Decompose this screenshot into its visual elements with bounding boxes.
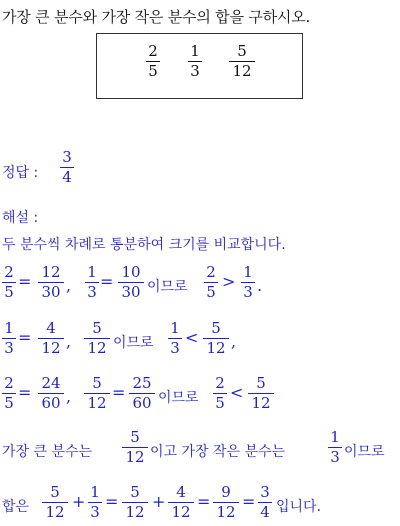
l5-frac-5-12: 5 12	[42, 485, 68, 520]
l4-text-2: 이고 가장 작은 분수는	[150, 444, 286, 460]
l3-frac-25-60: 25 60	[129, 376, 155, 411]
l5-text-1: 합은	[2, 499, 30, 515]
l1-frac-12-30: 12 30	[38, 265, 64, 300]
l5-plus-2: +	[152, 492, 166, 511]
l2-text: 이므로	[113, 335, 154, 351]
l2-frac-1-3: 1 3	[2, 321, 16, 356]
question-text: 가장 큰 분수와 가장 작은 분수의 합을 구하시오.	[2, 8, 311, 26]
l2-frac-5-12: 5 12	[84, 321, 110, 356]
l3-equals-2: =	[112, 383, 126, 402]
l3-frac-5-12-b: 5 12	[248, 376, 274, 411]
l3-frac-2-5: 2 5	[2, 376, 16, 411]
l5-equals-2: =	[197, 492, 211, 511]
explanation-intro: 두 분수씩 차례로 통분하여 크기를 비교합니다.	[2, 237, 286, 253]
l1-equals-2: =	[100, 272, 114, 291]
l3-equals-1: =	[18, 383, 32, 402]
l5-frac-3-4: 3 4	[258, 485, 272, 520]
l5-equals-1: =	[105, 492, 119, 511]
l1-frac-10-30: 10 30	[118, 265, 144, 300]
l1-frac-2-5: 2 5	[2, 265, 16, 300]
l3-frac-24-60: 24 60	[38, 376, 64, 411]
l3-frac-2-5-b: 2 5	[213, 376, 227, 411]
l1-frac-1-3: 1 3	[85, 265, 99, 300]
l4-text-3: 이므로	[344, 444, 385, 460]
l2-frac-4-12: 4 12	[38, 321, 64, 356]
l1-period: .	[257, 276, 263, 295]
l3-comma: ,	[66, 387, 72, 406]
l1-frac-1-3-b: 1 3	[241, 265, 255, 300]
l1-greater-than: >	[222, 272, 236, 291]
l4-frac-5-12: 5 12	[122, 430, 148, 465]
l5-frac-1-3: 1 3	[88, 485, 102, 520]
l4-text-1: 가장 큰 분수는	[2, 444, 93, 460]
l4-frac-1-3: 1 3	[328, 430, 342, 465]
l3-frac-5-12: 5 12	[84, 376, 110, 411]
l2-comma-end: ,	[231, 332, 237, 351]
l3-less-than: <	[230, 383, 244, 402]
l5-text-2: 입니다.	[276, 499, 322, 515]
l1-frac-2-5-b: 2 5	[204, 265, 218, 300]
answer-label: 정답 :	[2, 165, 39, 181]
l1-equals-1: =	[18, 272, 32, 291]
l3-text: 이므로	[158, 390, 199, 406]
box-fraction-3: 5 12	[229, 44, 255, 79]
l1-text: 이므로	[147, 279, 188, 295]
l2-frac-1-3-b: 1 3	[168, 321, 182, 356]
l5-equals-3: =	[242, 492, 256, 511]
l2-frac-5-12-b: 5 12	[203, 321, 229, 356]
l2-less-than: <	[185, 328, 199, 347]
l5-plus-1: +	[72, 492, 86, 511]
l1-comma: ,	[66, 276, 72, 295]
explanation-label: 해설 :	[2, 210, 39, 226]
l2-comma: ,	[66, 332, 72, 351]
box-fraction-2: 1 3	[188, 44, 202, 79]
l5-frac-9-12: 9 12	[213, 485, 239, 520]
l5-frac-5-12-b: 5 12	[122, 485, 148, 520]
l5-frac-4-12: 4 12	[168, 485, 194, 520]
box-fraction-1: 2 5	[146, 44, 160, 79]
answer-fraction: 3 4	[60, 150, 74, 185]
l2-equals-1: =	[18, 328, 32, 347]
